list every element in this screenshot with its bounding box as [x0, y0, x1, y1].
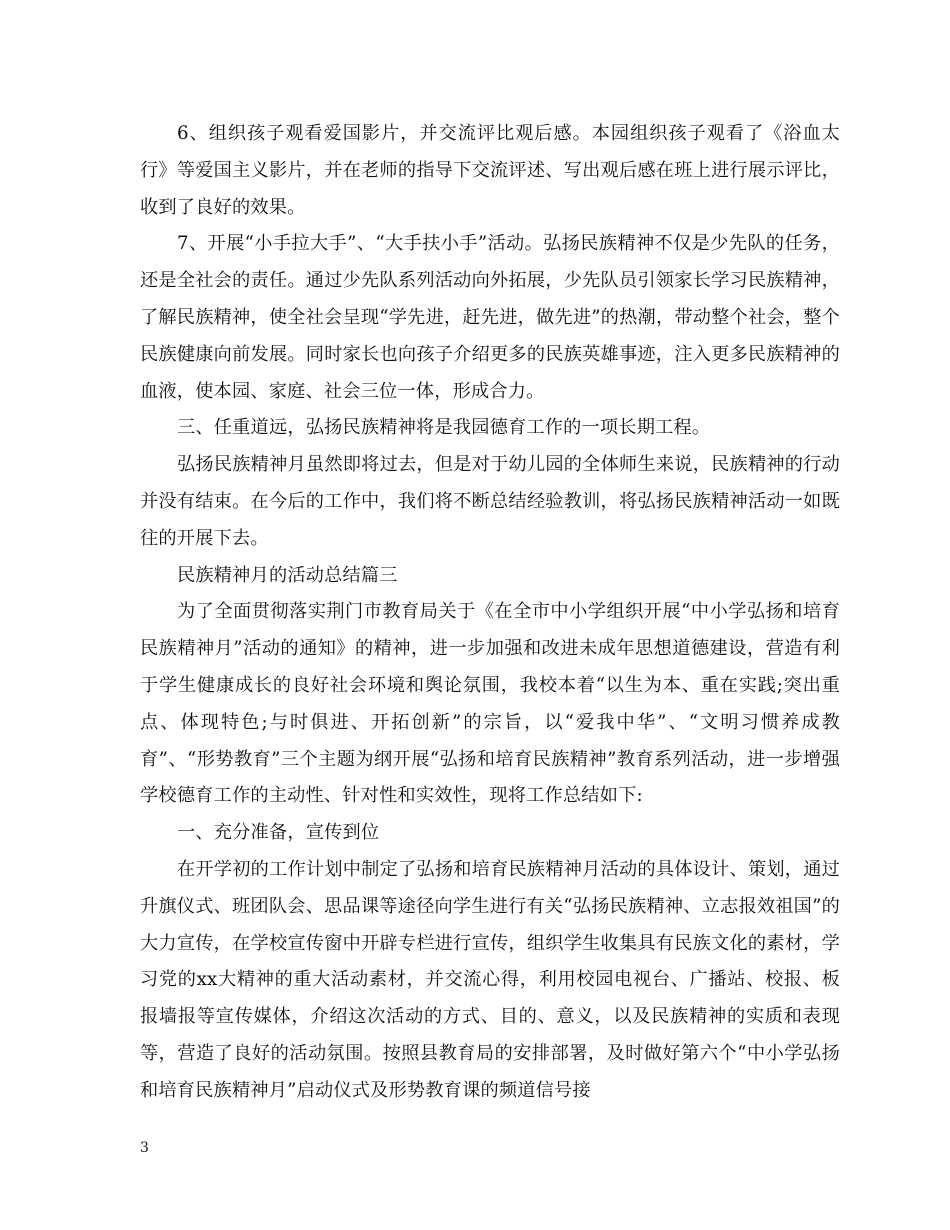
section-heading-three: 三、任重道远，弘扬民族精神将是我园德育工作的一项长期工程。	[177, 417, 711, 439]
paragraph-item-7: 7、开展“小手拉大手”、“大手扶小手”活动。弘扬民族精神不仅是少先队的任务，还是全社会的责任。通过少先队系列活动向外拓展，少先队员引领家长学习民族精神，了解民族精神，使全社会呈现“学先进，赶先进，做先进”的热潮，带动整个社会，整个民族健康向前发展。同时家长也向孩子介绍更多的民族英雄事迹，注入更多民族精神的血液，使本园、家庭、社会三位一体，形成合力。	[140, 233, 840, 402]
paragraph-conclusion: 弘扬民族精神月虽然即将过去，但是对于幼儿园的全体师生来说，民族精神的行动并没有结束。在今后的工作中，我们将不断总结经验教训，将弘扬民族精神活动一如既往的开展下去。	[140, 454, 840, 549]
paragraph-intro: 为了全面贯彻落实荆门市教育局关于《在全市中小学组织开展“中小学弘扬和培育民族精神月”活动的通知》的精神，进一步加强和改进未成年思想道德建设，营造有利于学生健康成长的良好社会环境和舆论氛围，我校本着“以生为本、重在实践;突出重点、体现特色;与时俱进、开拓创新”的宗旨，以“爱我中华”、“文明习惯养成教育”、“形势教育”三个主题为纲开展“弘扬和培育民族精神”教育系列活动，进一步增强学校德育工作的主动性、针对性和实效性，现将工作总结如下:	[140, 601, 840, 807]
section-heading-one: 一、充分准备，宣传到位	[177, 822, 380, 844]
paragraph-item-6: 6、组织孩子观看爱国影片，并交流评比观后感。本园组织孩子观看了《浴血太行》等爱国主义影片，并在老师的指导下交流评述、写出观后感在班上进行展示评比，收到了良好的效果。	[140, 123, 840, 218]
document-body	[140, 116, 840, 1110]
page-number: 3	[140, 1140, 149, 1156]
paragraph-preparation: 在开学初的工作计划中制定了弘扬和培育民族精神月活动的具体设计、策划，通过升旗仪式、班团队会、思品课等途径向学生进行有关“弘扬民族精神、立志报效祖国”的大力宣传，在学校宣传窗中开辟专栏进行宣传，组织学生收集具有民族文化的素材，学习党的xx大精神的重大活动素材，并交流心得，利用校园电视台、广播站、校报、板报墙报等宣传媒体，介绍这次活动的方式、目的、意义，以及民族精神的实质和表现等，营造了良好的活动氛围。按照县教育局的安排部署，及时做好第六个“中小学弘扬和培育民族精神月”启动仪式及形势教育课的频道信号接	[140, 858, 840, 1101]
article-title-part-three: 民族精神月的活动总结篇三	[177, 564, 398, 586]
